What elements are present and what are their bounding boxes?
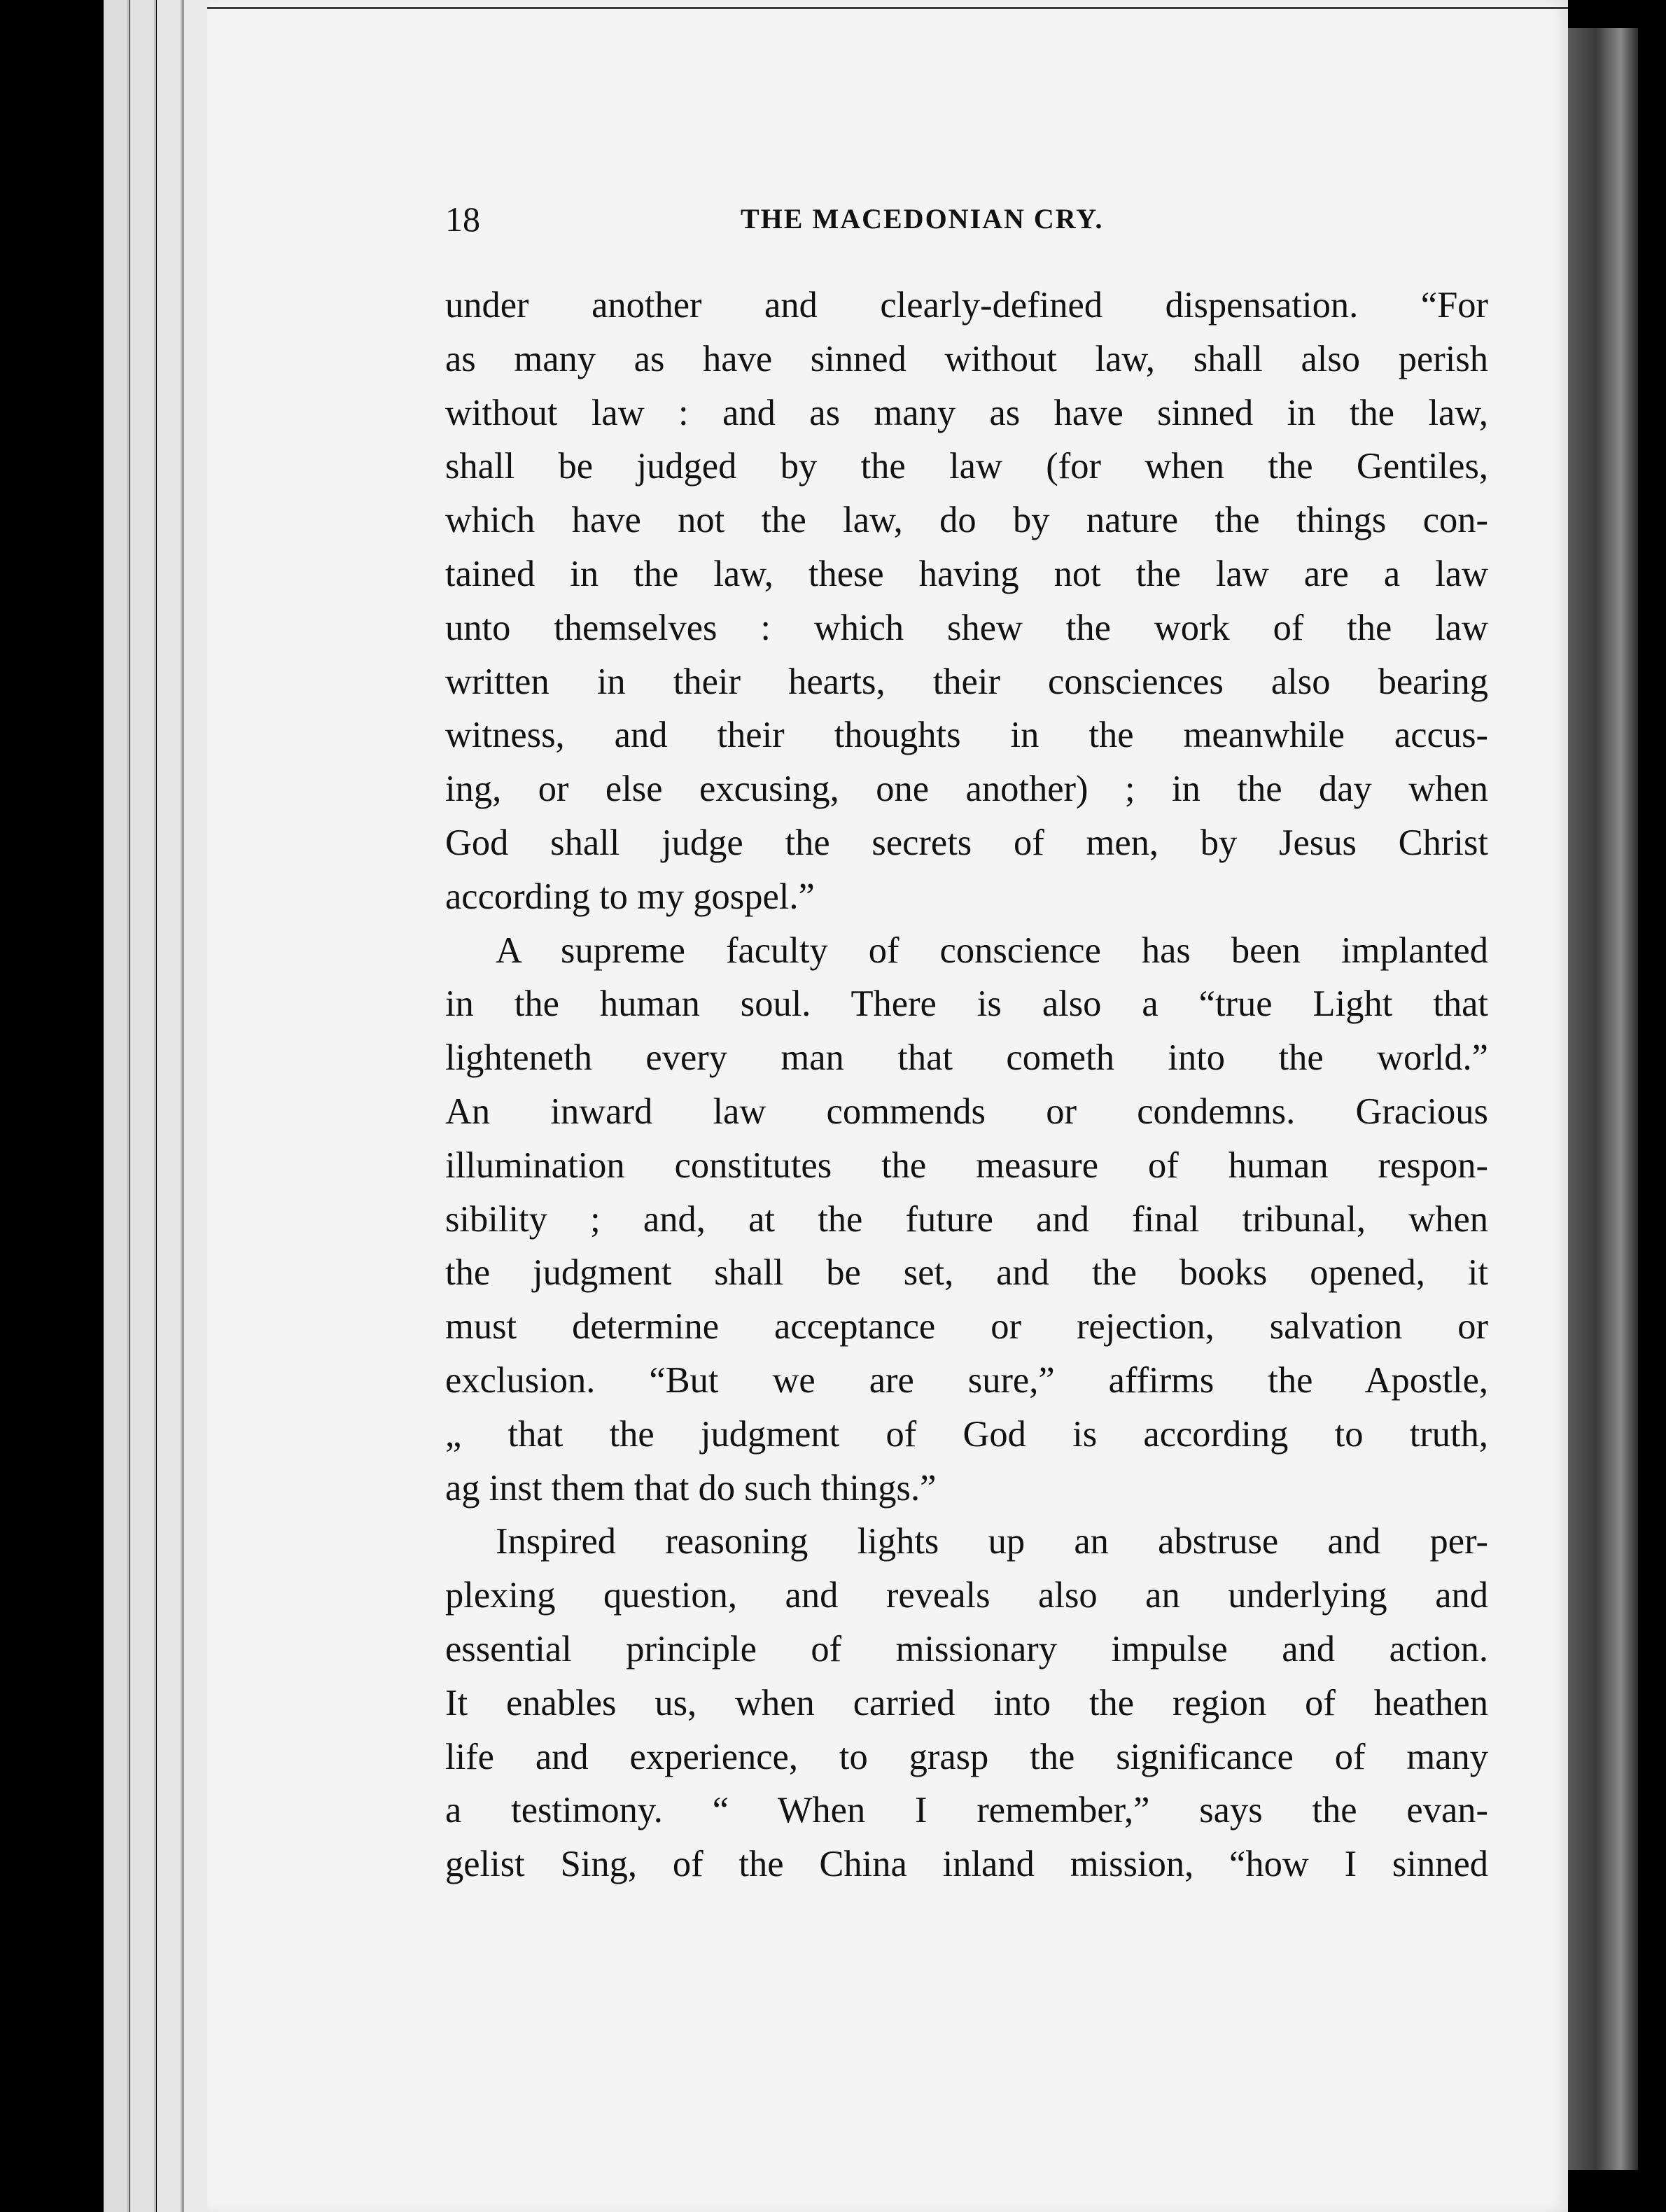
text-line: according to my gospel.” bbox=[445, 876, 815, 917]
text-line: which have not the law, do by nature the things con- bbox=[445, 500, 1488, 541]
text-line: God shall judge the secrets of men, by Jesus Christ bbox=[445, 822, 1488, 863]
text-line: It enables us, when carried into the region of heathen bbox=[445, 1682, 1488, 1723]
text-line: unto themselves : which shew the work of the law bbox=[445, 607, 1488, 648]
page-edge bbox=[157, 0, 183, 2212]
text-line: ag inst them that do such things.” bbox=[445, 1467, 937, 1508]
text-line: Inspired reasoning lights up an abstruse and per- bbox=[496, 1521, 1488, 1562]
text-line: sibility ; and, at the future and final tribunal, when bbox=[445, 1198, 1488, 1240]
text-line: under another and clearly-defined dispensation. “For bbox=[445, 285, 1488, 326]
text-line: a testimony. “ When I remember,” says the evan- bbox=[445, 1790, 1488, 1831]
text-line: illumination constitutes the measure of human respon- bbox=[445, 1144, 1488, 1186]
text-line: tained in the law, these having not the law are a law bbox=[445, 553, 1488, 594]
text-line: life and experience, to grasp the significance of many bbox=[445, 1736, 1488, 1777]
text-line: the judgment shall be set, and the books opened, it bbox=[445, 1252, 1488, 1294]
text-line: ing, or else excusing, one another) ; in the day when bbox=[445, 769, 1488, 810]
running-head bbox=[445, 195, 1488, 244]
page-edge bbox=[104, 0, 130, 2212]
text-line: witness, and their thoughts in the meanwhile accus- bbox=[445, 715, 1488, 756]
page-edge bbox=[183, 0, 209, 2212]
page-number: 18 bbox=[445, 200, 480, 239]
text-line: gelist Sing, of the China inland mission, “how I sinned bbox=[445, 1844, 1488, 1885]
text-line: An inward law commends or condemns. Gracious bbox=[445, 1091, 1488, 1132]
text-line: plexing question, and reveals also an underlying and bbox=[445, 1575, 1488, 1616]
text-line: written in their hearts, their consciences also bearing bbox=[445, 661, 1488, 702]
book-binding-shadow bbox=[1568, 28, 1638, 2170]
page-edge bbox=[130, 0, 156, 2212]
text-line: in the human soul. There is also a “true Light that bbox=[445, 983, 1488, 1025]
text-line: must determine acceptance or rejection, salvation or bbox=[445, 1306, 1488, 1348]
text-line: without law : and as many as have sinned in the law, bbox=[445, 392, 1488, 433]
text-line: essential principle of missionary impulse and action. bbox=[445, 1628, 1488, 1670]
text-line: as many as have sinned without law, shall also perish bbox=[445, 338, 1488, 379]
running-title: THE MACEDONIAN CRY. bbox=[741, 203, 1104, 234]
page-top-edge bbox=[207, 7, 1568, 9]
body-text bbox=[445, 279, 1488, 1891]
text-line: „ that the judgment of God is according to truth, bbox=[445, 1413, 1488, 1455]
text-line: lighteneth every man that cometh into the world.” bbox=[445, 1037, 1488, 1079]
text-line: A supreme faculty of conscience has been implanted bbox=[496, 930, 1488, 971]
text-line: shall be judged by the law (for when the Gentiles, bbox=[445, 446, 1488, 487]
text-line: exclusion. “But we are sure,” affirms the Apostle, bbox=[445, 1359, 1488, 1401]
